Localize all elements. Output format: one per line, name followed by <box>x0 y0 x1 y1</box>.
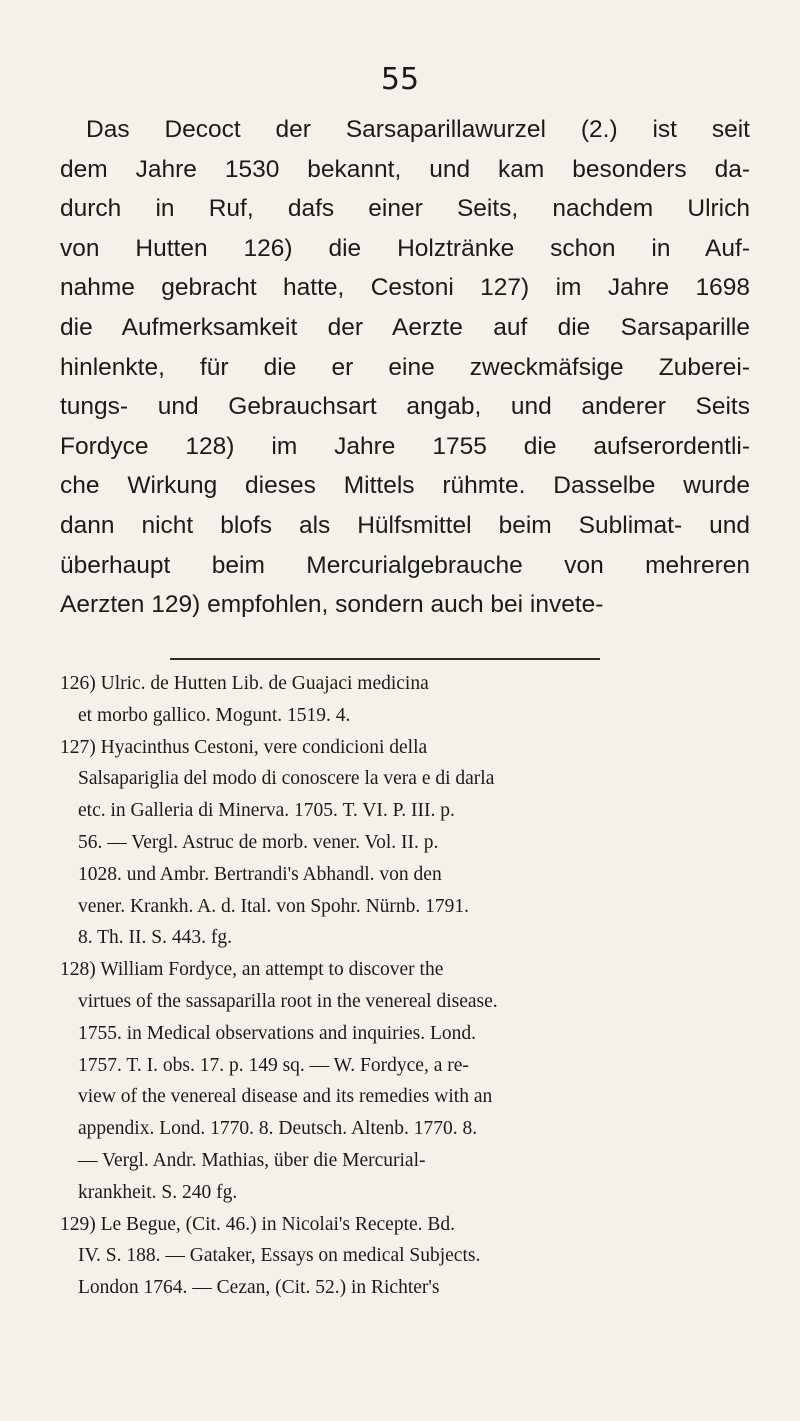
main-line: Fordyce 128) im Jahre 1755 die aufserordentli- <box>60 432 750 460</box>
main-line: durch in Ruf, dafs einer Seits, nachdem Ulrich <box>60 195 750 223</box>
footnote-line: 8. Th. II. S. 443. fg. <box>78 927 233 949</box>
main-line: che Wirkung dieses Mittels rühmte. Dasselbe wurde <box>60 472 750 500</box>
footnote-line: 1028. und Ambr. Bertrandi's Abhandl. von den <box>78 863 442 885</box>
footnotes <box>60 668 750 1304</box>
footnote-line: virtues of the sassaparilla root in the venereal disease. <box>78 990 498 1012</box>
footnote-line: view of the venereal disease and its remedies with an <box>78 1086 493 1108</box>
footnote-line: — Vergl. Andr. Mathias, über die Mercurial- <box>78 1149 426 1171</box>
main-line: hinlenkte, für die er eine zweckmäfsige Zuberei- <box>60 353 750 381</box>
footnote-line-126: 126) Ulric. de Hutten Lib. de Guajaci medicina <box>60 673 429 694</box>
footnote-line: 1755. in Medical observations and inquiries. Lond. <box>78 1022 477 1044</box>
main-line: die Aufmerksamkeit der Aerzte auf die Sarsaparille <box>60 313 750 341</box>
main-line: nahme gebracht hatte, Cestoni 127) im Jahre 1698 <box>60 274 750 302</box>
footnote-line: IV. S. 188. — Gataker, Essays on medical Subjects. <box>78 1245 481 1267</box>
main-line: dann nicht blofs als Hülfsmittel beim Sublimat- und <box>60 511 750 539</box>
main-line: von Hutten 126) die Holztränke schon in Auf- <box>60 234 750 262</box>
footnote-line-129: 129) Le Begue, (Cit. 46.) in Nicolai's Recepte. Bd. <box>60 1213 456 1235</box>
footnote-line: krankheit. S. 240 fg. <box>78 1181 238 1203</box>
footnote-line: appendix. Lond. 1770. 8. Deutsch. Altenb. 1770. 8. <box>78 1118 478 1140</box>
footnote-line-128: 128) William Fordyce, an attempt to discover the <box>60 959 444 981</box>
footnote-line: 56. — Vergl. Astruc de morb. vener. Vol. II. p. <box>78 831 439 853</box>
footnote-line: London 1764. — Cezan, (Cit. 52.) in Richter's <box>78 1277 440 1299</box>
main-line: tungs- und Gebrauchsart angab, und anderer Seits <box>60 393 750 421</box>
main-line: Aerzten 129) empfohlen, sondern auch bei invete- <box>60 591 604 619</box>
main-line: dem Jahre 1530 bekannt, und kam besonders da- <box>60 155 750 183</box>
footnote-line: et morbo gallico. Mogunt. 1519. 4. <box>78 704 351 726</box>
main-line: überhaupt beim Mercurialgebrauche von mehreren <box>60 551 750 579</box>
footnote-line: Salsapariglia del modo di conoscere la vera e di darla <box>78 768 495 790</box>
footnote-line: vener. Krankh. A. d. Ital. von Spohr. Nürnb. 1791. <box>78 895 470 917</box>
footnote-divider <box>170 658 600 660</box>
page-number: 55 <box>380 62 420 97</box>
main-text <box>60 110 750 625</box>
footnote-line: 1757. T. I. obs. 17. p. 149 sq. — W. Fordyce, a re- <box>78 1054 469 1076</box>
main-line: Das Decoct der Sarsaparillawurzel (2.) ist seit <box>86 116 750 143</box>
footnote-line-127: 127) Hyacinthus Cestoni, vere condicioni della <box>60 736 428 758</box>
footnote-line: etc. in Galleria di Minerva. 1705. T. VI. P. III. p. <box>78 800 455 822</box>
